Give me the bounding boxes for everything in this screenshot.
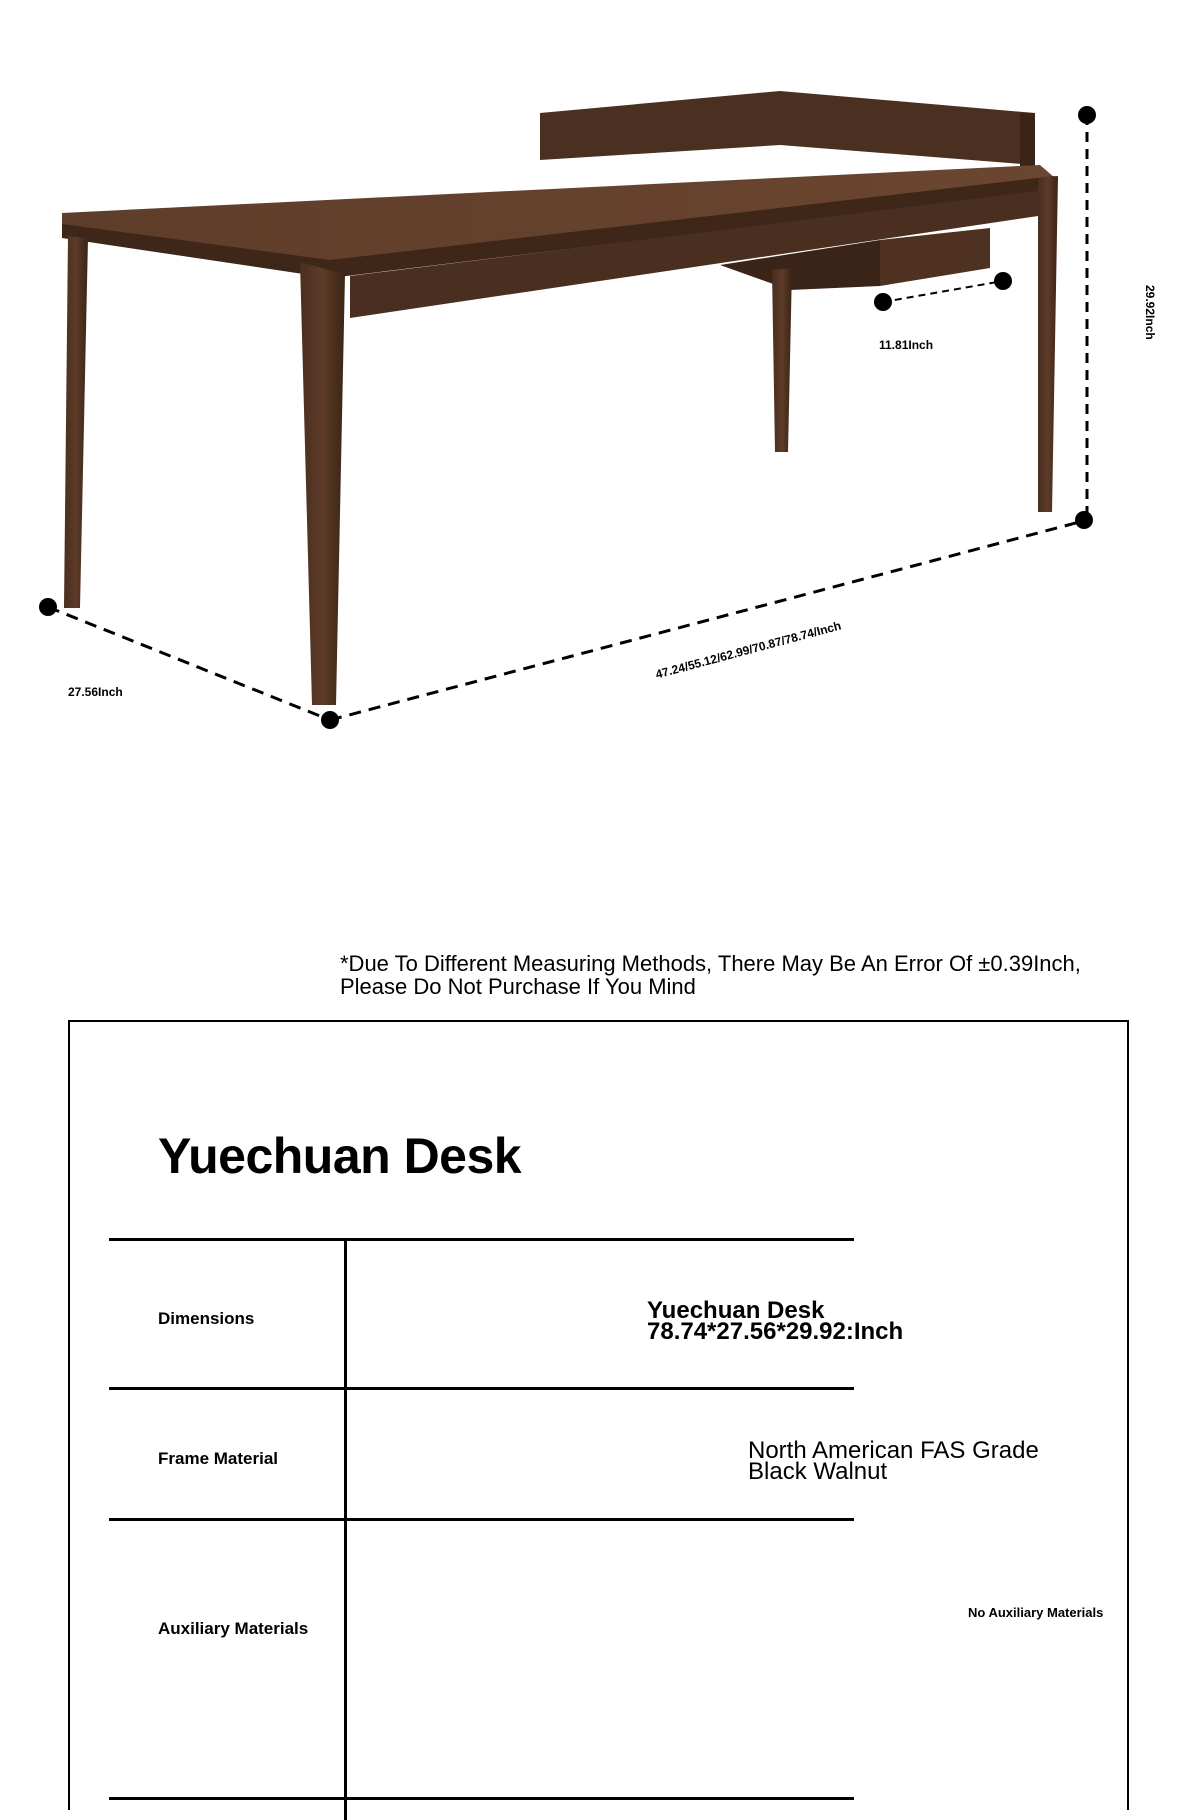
frame-material-label: Frame Material	[158, 1449, 278, 1468]
dimension-dot	[321, 711, 339, 729]
drawer-dimension-label: 11.81Inch	[879, 338, 934, 352]
length-dimension-line	[330, 520, 1087, 720]
depth-dimension-label: 27.56Inch	[68, 685, 123, 699]
dimensions-value-line2: 78.74*27.56*29.92:Inch	[647, 1318, 904, 1345]
drawer-dimension-line	[883, 281, 1003, 302]
leg-back-left	[64, 236, 88, 608]
row-divider	[109, 1238, 854, 1241]
column-divider	[344, 1240, 347, 1820]
dimension-dot	[1075, 511, 1093, 529]
depth-dimension-line	[48, 607, 330, 720]
spec-title: Yuechuan Desk	[158, 1128, 522, 1184]
leg-front-left	[300, 262, 345, 705]
row-divider	[109, 1387, 854, 1390]
height-dimension-label: 29.92Inch	[1143, 285, 1157, 340]
auxiliary-materials-value: No Auxiliary Materials	[968, 1605, 1104, 1620]
length-dimension-label: 47.24/55.12/62.99/70.87/78.74/Inch	[654, 618, 843, 682]
dimensions-value	[647, 1297, 904, 1345]
measurement-note-line1: *Due To Different Measuring Methods, There May Be An Error Of ±0.39Inch,	[340, 951, 1081, 976]
leg-back-right	[772, 268, 792, 452]
back-panel	[540, 91, 1035, 165]
dimension-dot	[994, 272, 1012, 290]
frame-material-value-line2: Black Walnut	[748, 1458, 888, 1485]
dimension-dot	[874, 293, 892, 311]
back-panel-side	[1020, 113, 1035, 170]
spec-table	[68, 1020, 1129, 1810]
measurement-note-line2: Please Do Not Purchase If You Mind	[340, 974, 696, 999]
auxiliary-materials-label: Auxiliary Materials	[158, 1619, 309, 1638]
frame-material-value-line1: North American FAS Grade	[748, 1437, 1039, 1464]
dimension-dot	[1078, 106, 1096, 124]
measurement-note	[340, 952, 1140, 998]
product-figure	[0, 0, 1200, 900]
dimensions-label: Dimensions	[158, 1309, 255, 1328]
dimensions-value-line1: Yuechuan Desk	[647, 1297, 825, 1324]
dimension-dot	[39, 598, 57, 616]
desk-illustration	[0, 0, 1200, 900]
frame-material-value	[748, 1437, 1039, 1485]
leg-front-right	[1038, 176, 1058, 512]
row-divider	[109, 1518, 854, 1521]
